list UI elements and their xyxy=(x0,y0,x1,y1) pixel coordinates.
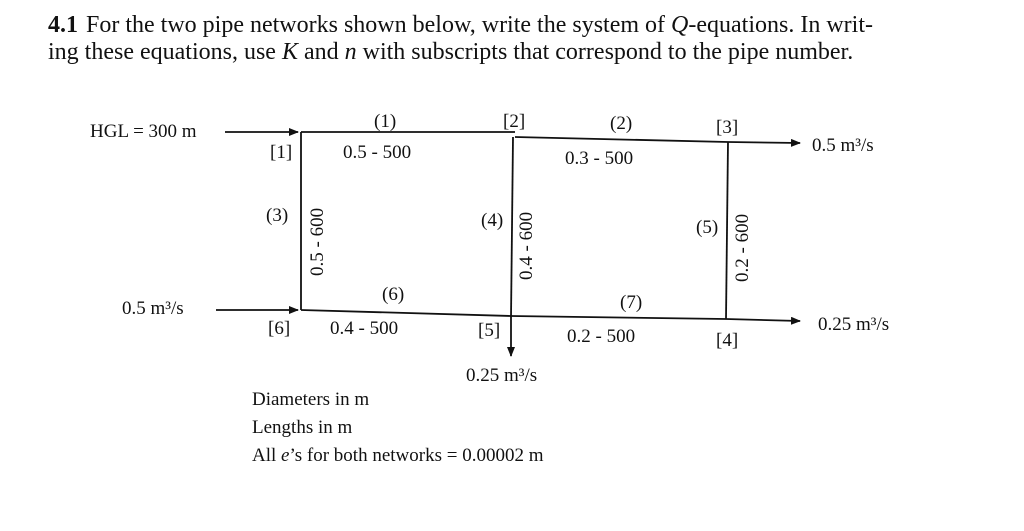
pipe-4-label: (4) xyxy=(481,210,504,231)
pipe-5-label: (5) xyxy=(696,217,719,238)
pipe-4-spec: 0.4 - 600 xyxy=(516,211,537,280)
node-5: [5] xyxy=(478,320,501,341)
pipe-4-line xyxy=(511,137,513,318)
notes xyxy=(252,386,543,470)
outflow-top-right-line xyxy=(728,142,800,143)
pipe-3-spec: 0.5 - 600 xyxy=(307,207,328,276)
outflow-bottom-right-line xyxy=(726,319,800,321)
pipe-7-line xyxy=(511,316,726,319)
pipe-6-line xyxy=(301,310,511,316)
node-2: [2] xyxy=(503,111,526,132)
inflow-label: 0.5 m³/s xyxy=(122,298,184,319)
pipe-1-spec: 0.5 - 500 xyxy=(343,142,412,163)
problem-number: 4.1 xyxy=(48,12,78,38)
pipe-3-label: (3) xyxy=(266,205,289,226)
k-symbol: K xyxy=(281,39,298,65)
note-roughness xyxy=(252,442,543,470)
n-symbol: n xyxy=(344,39,357,65)
pipe-1-label: (1) xyxy=(374,111,397,132)
pipe-5-spec: 0.2 - 600 xyxy=(732,213,753,282)
node-3: [3] xyxy=(716,117,739,138)
note-lengths: Lengths in m xyxy=(252,417,353,438)
pipe-2-label: (2) xyxy=(610,113,633,134)
pipe-5-line xyxy=(726,142,728,319)
q-symbol: Q xyxy=(671,12,689,38)
and-word: and xyxy=(297,39,345,65)
problem-text-2: -equations. In writ- xyxy=(688,12,873,38)
outflow-bottom-middle-label: 0.25 m³/s xyxy=(466,365,538,386)
problem-text-1: For the two pipe networks shown below, write the system of xyxy=(86,12,672,38)
note-diameters: Diameters in m xyxy=(252,389,370,410)
outflow-top-right-label: 0.5 m³/s xyxy=(812,135,874,156)
hgl-label: HGL = 300 m xyxy=(90,121,197,142)
pipe-2-line xyxy=(515,137,728,142)
pipe-2-spec: 0.3 - 500 xyxy=(565,148,634,169)
pipe-6-label: (6) xyxy=(382,284,405,305)
pipe-6-spec: 0.4 - 500 xyxy=(330,318,399,339)
problem-text-4: with subscripts that correspond to the pipe number. xyxy=(356,39,854,65)
pipe-7-spec: 0.2 - 500 xyxy=(567,326,636,347)
roughness-prefix: All xyxy=(252,445,282,466)
outflow-bottom-right-label: 0.25 m³/s xyxy=(818,314,890,335)
roughness-symbol: e xyxy=(281,445,290,466)
node-1: [1] xyxy=(270,142,293,163)
node-6: [6] xyxy=(268,318,291,339)
roughness-rest: ’s for both networks = 0.00002 m xyxy=(289,445,544,466)
pipe-7-label: (7) xyxy=(620,292,643,313)
node-4: [4] xyxy=(716,330,739,351)
problem-text-3: ing these equations, use xyxy=(48,39,282,65)
